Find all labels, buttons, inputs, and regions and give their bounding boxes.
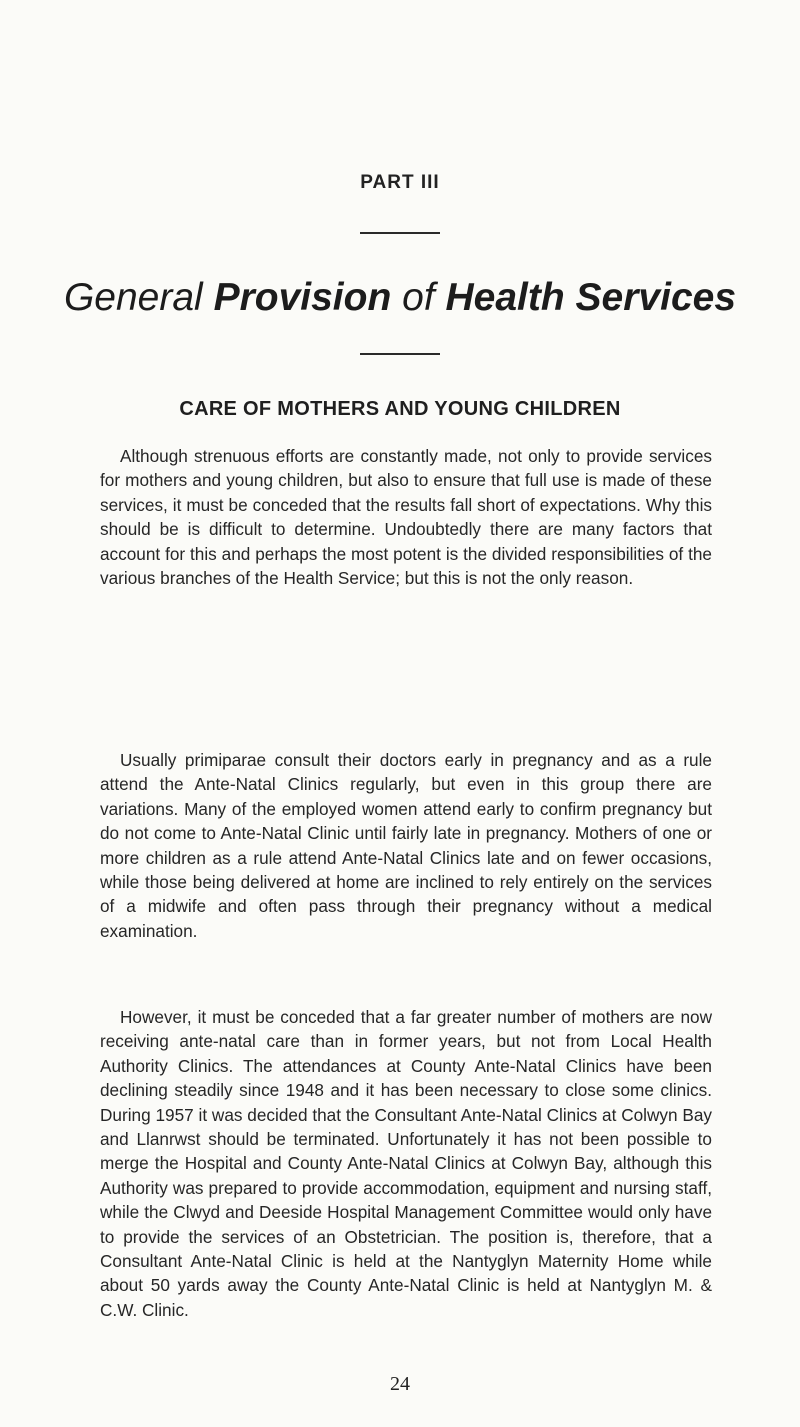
paragraph-3-block [100, 1005, 712, 1322]
page-number: 24 [390, 1373, 410, 1395]
title-word-general: General [63, 276, 203, 319]
title-word-services: Services [575, 276, 737, 319]
paragraph: Usually primiparae consult their doctors early in pregnancy and as a rule attend the Ante-Natal Clinics regularly, but even in this group there are variations. Many of the employed women attend early to confirm pregnancy but do not come to Ante-Natal Clinic until fairly late in pregnancy. Mothers of one or more children as a rule attend Ante-Natal Clinics late and on fewer occasions, while those being delivered at home are inclined to rely entirely on the services of a midwife and often pass through their pregnancy without a medical examination. [100, 750, 712, 941]
paragraph: However, it must be conceded that a far greater number of mothers are now receiving ante-natal care than in former years, but not from Local Health Authority Clinics. The attendances at County Ante-Natal Clinics have been declining steadily since 1948 and it has been necessary to close some clinics. During 1957 it was decided that the Consultant Ante-Natal Clinics at Colwyn Bay and Llanrwst should be terminated. Unfortunately it has not been possible to merge the Hospital and County Ante-Natal Clinics at Colwyn Bay, although this Authority was prepared to provide accommodation, equipment and nursing staff, while the Clwyd and Deeside Hospital Management Committee would only have to provide the services of an Obstetrician. The position is, therefore, that a Consultant Ante-Natal Clinic is held at the Nantyglyn Maternity Home while about 50 yards away the County Ante-Natal Clinic is held at Nantyglyn M. & C.W. Clinic. [100, 1007, 712, 1320]
paragraph-2-block [100, 748, 712, 943]
divider-bottom [360, 353, 440, 355]
page-title [0, 276, 800, 320]
paragraph-1-block [100, 444, 712, 590]
part-label: PART III [360, 172, 440, 193]
title-word-health: Health [445, 276, 565, 319]
section-heading: CARE OF MOTHERS AND YOUNG CHILDREN [179, 398, 621, 420]
title-word-provision: Provision [213, 276, 392, 319]
divider-top [360, 232, 440, 234]
paragraph: Although strenuous efforts are constantly made, not only to provide services for mothers and young children, but also to ensure that full use is made of these services, it must be conceded that the results fall short of expectations. Why this should be is difficult to determine. Undoubtedly there are many factors that account for this and perhaps the most potent is the divided responsibilities of the various branches of the Health Service; but this is not the only reason. [100, 446, 712, 589]
title-word-of: of [402, 276, 435, 319]
